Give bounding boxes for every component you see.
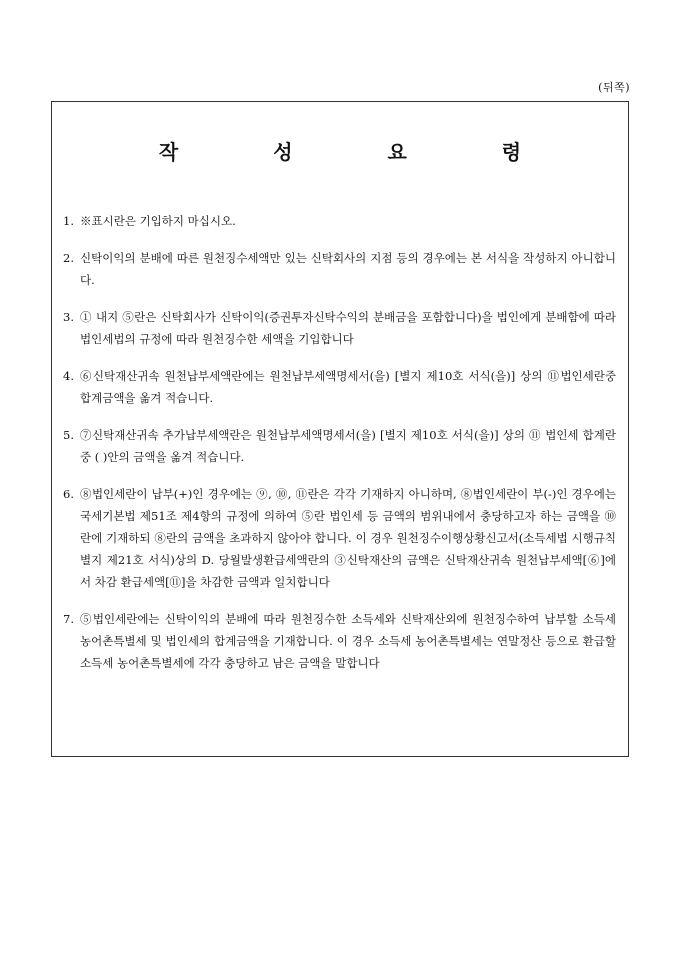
page-side-label: (뒤쪽): [598, 81, 630, 94]
item-number: 5.: [63, 428, 74, 442]
item-number: 7.: [63, 612, 74, 626]
instruction-item: [63, 483, 616, 593]
item-text: ※표시란은 기입하지 마십시오.: [80, 214, 236, 228]
document-title: 작 성 요 령: [158, 140, 566, 164]
instructions-box: [51, 101, 629, 757]
item-text: ① 내지 ⑤란은 신탁회사가 신탁이익(증권투자신탁수익의 분배금을 포함합니다)을 법인에게 분배함에 따라 법인세법의 규정에 따라 원천징수한 세액을 기입합니다: [80, 310, 616, 346]
item-number: 2.: [63, 251, 74, 265]
instruction-item: [63, 365, 616, 409]
instruction-item: [63, 424, 616, 468]
item-text: ⑧법인세란이 납부(+)인 경우에는 ⑨, ⑩, ⑪란은 각각 기재하지 아니하며, ⑧법인세란이 부(-)인 경우에는 국세기본법 제51조 제4항의 규정에 의하여 ⑤란 법인세 등 금액의 범위내에서 충당하고자 하는 금액을 ⑩란에 기재하되 ⑧란의 금액을 초과하지 않아야 합니다. 이 경우 원천징수이행상황신고서(소득세법 시행규칙 별지 제21호 서식)상의 D. 당월발생환급세액란의 ③신탁재산의 금액은 신탁재산귀속 원천납부세액[⑥]에서 차감 환급세액[⑪]을 차감한 금액과 일치합니다: [80, 487, 616, 589]
instruction-item: [63, 306, 616, 350]
item-text: ⑤법인세란에는 신탁이익의 분배에 따라 원천징수한 소득세와 신탁재산외에 원천징수하여 납부할 소득세 농어촌특별세 및 법인세의 합계금액을 기재합니다. 이 경우 소득세 농어촌특별세는 연말정산 등으로 환급할 소득세 농어촌특별세에 각각 충당하고 남은 금액을 말합니다: [80, 612, 616, 670]
item-number: 3.: [63, 310, 74, 324]
item-number: 1.: [63, 214, 74, 228]
instruction-item: [63, 608, 616, 674]
item-number: 4.: [63, 369, 74, 383]
item-number: 6.: [63, 487, 74, 501]
item-text: 신탁이익의 분배에 따른 원천징수세액만 있는 신탁회사의 지점 등의 경우에는 본 서식을 작성하지 아니합니다.: [80, 251, 616, 287]
instruction-item: [63, 247, 616, 291]
item-text: ⑥신탁재산귀속 원천납부세액란에는 원천납부세액명세서(을) [별지 제10호 서식(을)] 상의 ⑪법인세란중 합계금액을 옮겨 적습니다.: [80, 369, 616, 405]
instructions-list: [63, 210, 616, 689]
item-text: ⑦신탁재산귀속 추가납부세액란은 원천납부세액명세서(을) [별지 제10호 서식(을)] 상의 ⑪ 법인세 합계란 중 ( )안의 금액을 옮겨 적습니다.: [80, 428, 616, 464]
instruction-item: [63, 210, 616, 232]
